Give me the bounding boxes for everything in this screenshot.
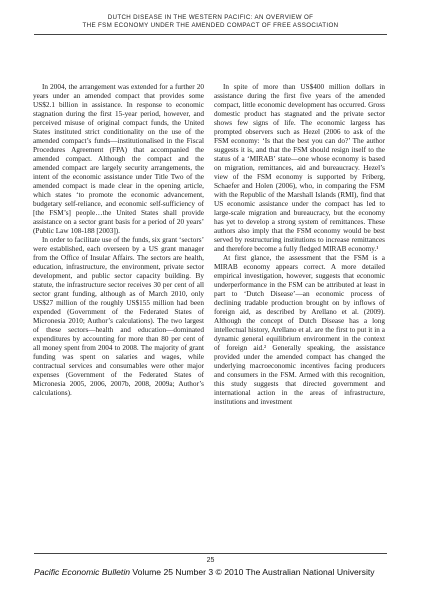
page-number: 25 (206, 557, 215, 564)
footer-citation (34, 567, 394, 577)
right-paragraph-1: In spite of more than US$400 million dollars in assistance during the first five years of the amended compact, little economic development has occurred. Gross domestic product has stagnated and the private sector shows few signs of life. The economic largess has prompted observers such as Hezel (2006 to ask of the FSM economy: ‘Is that the best you can do?’ The author suggests it is, and that the FSM should resign itself to the status of a ‘MIRAB’ state—one whose economy is based on migration, remittances, aid and bureaucracy. Hezel’s view of the FSM economy is supported by Friberg, Schaefer and Holen (2006), who, in comparing the FSM with the Republic of the Marshall Islands (RMI), find that US economic assistance under the compact has led to large-scale migration and bureaucracy, but the economy has yet to develop a strong system of remittances. These authors also imply that the FSM economy would be best served by restructuring institutions to increase remittances and therefore become a fully fledged MIRAB economy.¹ (214, 83, 385, 253)
running-header (0, 14, 421, 30)
footer-journal: Pacific Economic Bulletin (34, 567, 131, 577)
left-paragraph-2: In order to facilitate use of the funds, six grant ‘sectors’ were established, each overseen by a US grant manager from the Office of Insular Affairs. The sectors are health, education, infrastructure, the environment, private sector development, and public sector capacity building. By statute, the infrastructure sector receives 30 per cent of all sector grant funding, although as of March 2010, only US$27 million of the roughly US$155 million had been expended (Government of the Federated States of Micronesia 2010; Author’s calculations). The two largest of these sectors—health and education—dominated expenditures by accounting for more than 80 per cent of all money spent from 2004 to 2008. The majority of grant funding was spent on salaries and wages, while contractual services and consumables were other major expenses (Government of the Federated States of Micronesia 2005, 2006, 2007b, 2008, 2009a; Author’s calculations). (33, 236, 204, 397)
running-header-line-2: THE FSM ECONOMY UNDER THE AMENDED COMPACT OF FREE ASSOCIATION (82, 22, 339, 29)
right-paragraph-2: At first glance, the assessment that the FSM is a MIRAB economy appears correct. A more detailed empirical investigation, however, suggests that economic underperformance in the FSM can be attributed at least in part to ‘Dutch Disease’—an economic process of declining tradable production brought on by inflows of foreign aid, as described by Arellano et al. (2009). Although the concept of Dutch Disease has a long intellectual history, Arellano et al. are the first to put it in a dynamic general equilibrium environment in the context of foreign aid.² Generally speaking, the assistance provided under the amended compact has changed the underlying macroeconomic incentives facing producers and consumers in the FSM. Armed with this recognition, this study suggests that directed government and international action in the areas of infrastructure, institutions and investment (214, 254, 385, 406)
left-column (33, 83, 204, 398)
footer-rule (34, 553, 387, 554)
footer-volume-copyright: Volume 25 Number 3 © 2010 The Australian National University (130, 567, 375, 577)
left-paragraph-1: In 2004, the arrangement was extended for a further 20 years under an amended compact that provides some US$2.1 billion in assistance. In response to economic stagnation during the first 15-year period, however, and perceived misuse of original compact funds, the United States instituted strict conditionality on the use of the amended compact’s funds—institutionalised in the Fiscal Procedures Agreement (FPA) that accompanied the amended compact. Although the compact and the amended compact are largely security arrangements, the intent of the economic assistance under Title Two of the amended compact is made clear in the opening article, which states ‘to promote the economic advancement, budgetary self-reliance, and economic self-sufficiency of [the FSM’s] people…the United States shall provide assistance on a sector grant basis for a period of 20 years’ (Public Law 108-188 [2003]). (33, 83, 204, 235)
right-column (214, 83, 385, 407)
running-header-line-1: DUTCH DISEASE IN THE WESTERN PACIFIC: AN OVERVIEW OF (107, 14, 314, 21)
header-rule (34, 34, 387, 35)
